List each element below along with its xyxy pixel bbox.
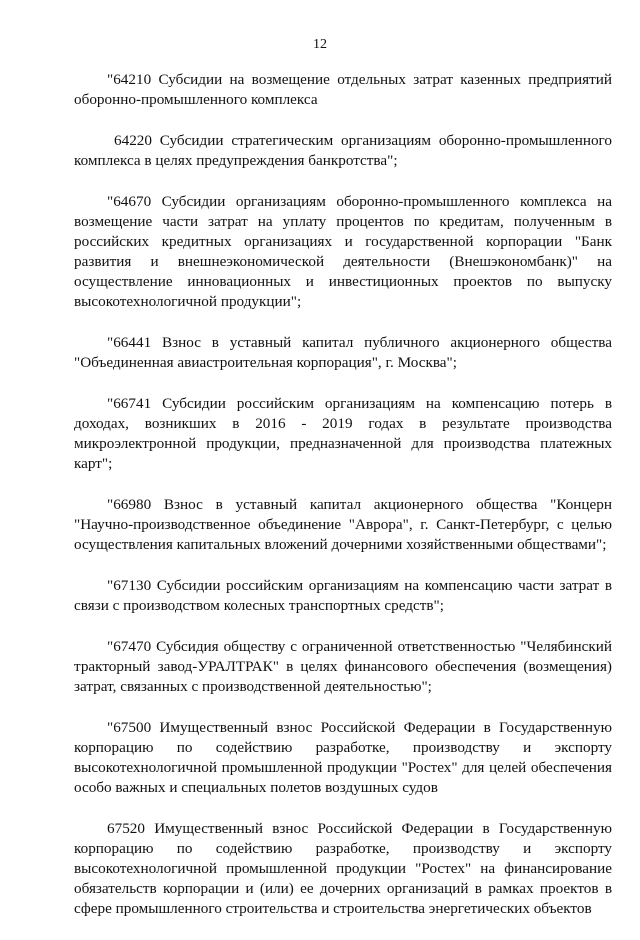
document-body <box>74 70 612 940</box>
paragraph-67470: "67470 Субсидия обществу с ограниченной ответственностью "Челябинский тракторный завод-УРАЛТРАК" в целях финансового обеспечения (возмещения) затрат, связанных с производственной деятельностью"; <box>74 638 612 695</box>
paragraph-67500: "67500 Имущественный взнос Российской Федерации в Государственную корпорацию по содействию разработке, производству и экспорту высокотехнологичной промышленной продукции "Ростех" для целей обеспечения особо важных и специальных полетов воздушных судов <box>74 719 612 796</box>
paragraph-66441: "66441 Взнос в уставный капитал публичного акционерного общества "Объединенная авиастроительная корпорация", г. Москва"; <box>74 334 612 371</box>
paragraph-67520: 67520 Имущественный взнос Российской Федерации в Государственную корпорацию по содействию разработке, производству и экспорту высокотехнологичной промышленной продукции "Ростех" на финансирование обязательств корпорации и (или) ее дочерних организаций в рамках проектов в сфере промышленного строительства и строительства энергетических объектов <box>74 820 612 917</box>
paragraph-66980: "66980 Взнос в уставный капитал акционерного общества "Концерн "Научно-производственное объединение "Аврора", г. Санкт-Петербург, с целью осуществления капитальных вложений дочерними хозяйственными обществами"; <box>74 496 612 553</box>
paragraph-64220: 64220 Субсидии стратегическим организациям оборонно-промышленного комплекса в целях предупреждения банкротства"; <box>74 132 612 169</box>
page-number: 12 <box>313 37 327 52</box>
paragraph-64670: "64670 Субсидии организациям оборонно-промышленного комплекса на возмещение части затрат на уплату процентов по кредитам, полученным в российских кредитных организациях и государственной корпорации "Банк развития и внешнеэкономической деятельности (Внешэкономбанк)" на осуществление инновационных и инвестиционных проектов по выпуску высокотехнологичной продукции"; <box>74 193 612 310</box>
paragraph-66741: "66741 Субсидии российским организациям на компенсацию потерь в доходах, возникших в 2016 - 2019 годах в результате производства микроэлектронной продукции, предназначенной для производства платежных карт"; <box>74 395 612 472</box>
paragraph-64210: "64210 Субсидии на возмещение отдельных затрат казенных предприятий оборонно-промышленного комплекса <box>74 71 612 108</box>
paragraph-67130: "67130 Субсидии российским организациям на компенсацию части затрат в связи с производством колесных транспортных средств"; <box>74 577 612 614</box>
